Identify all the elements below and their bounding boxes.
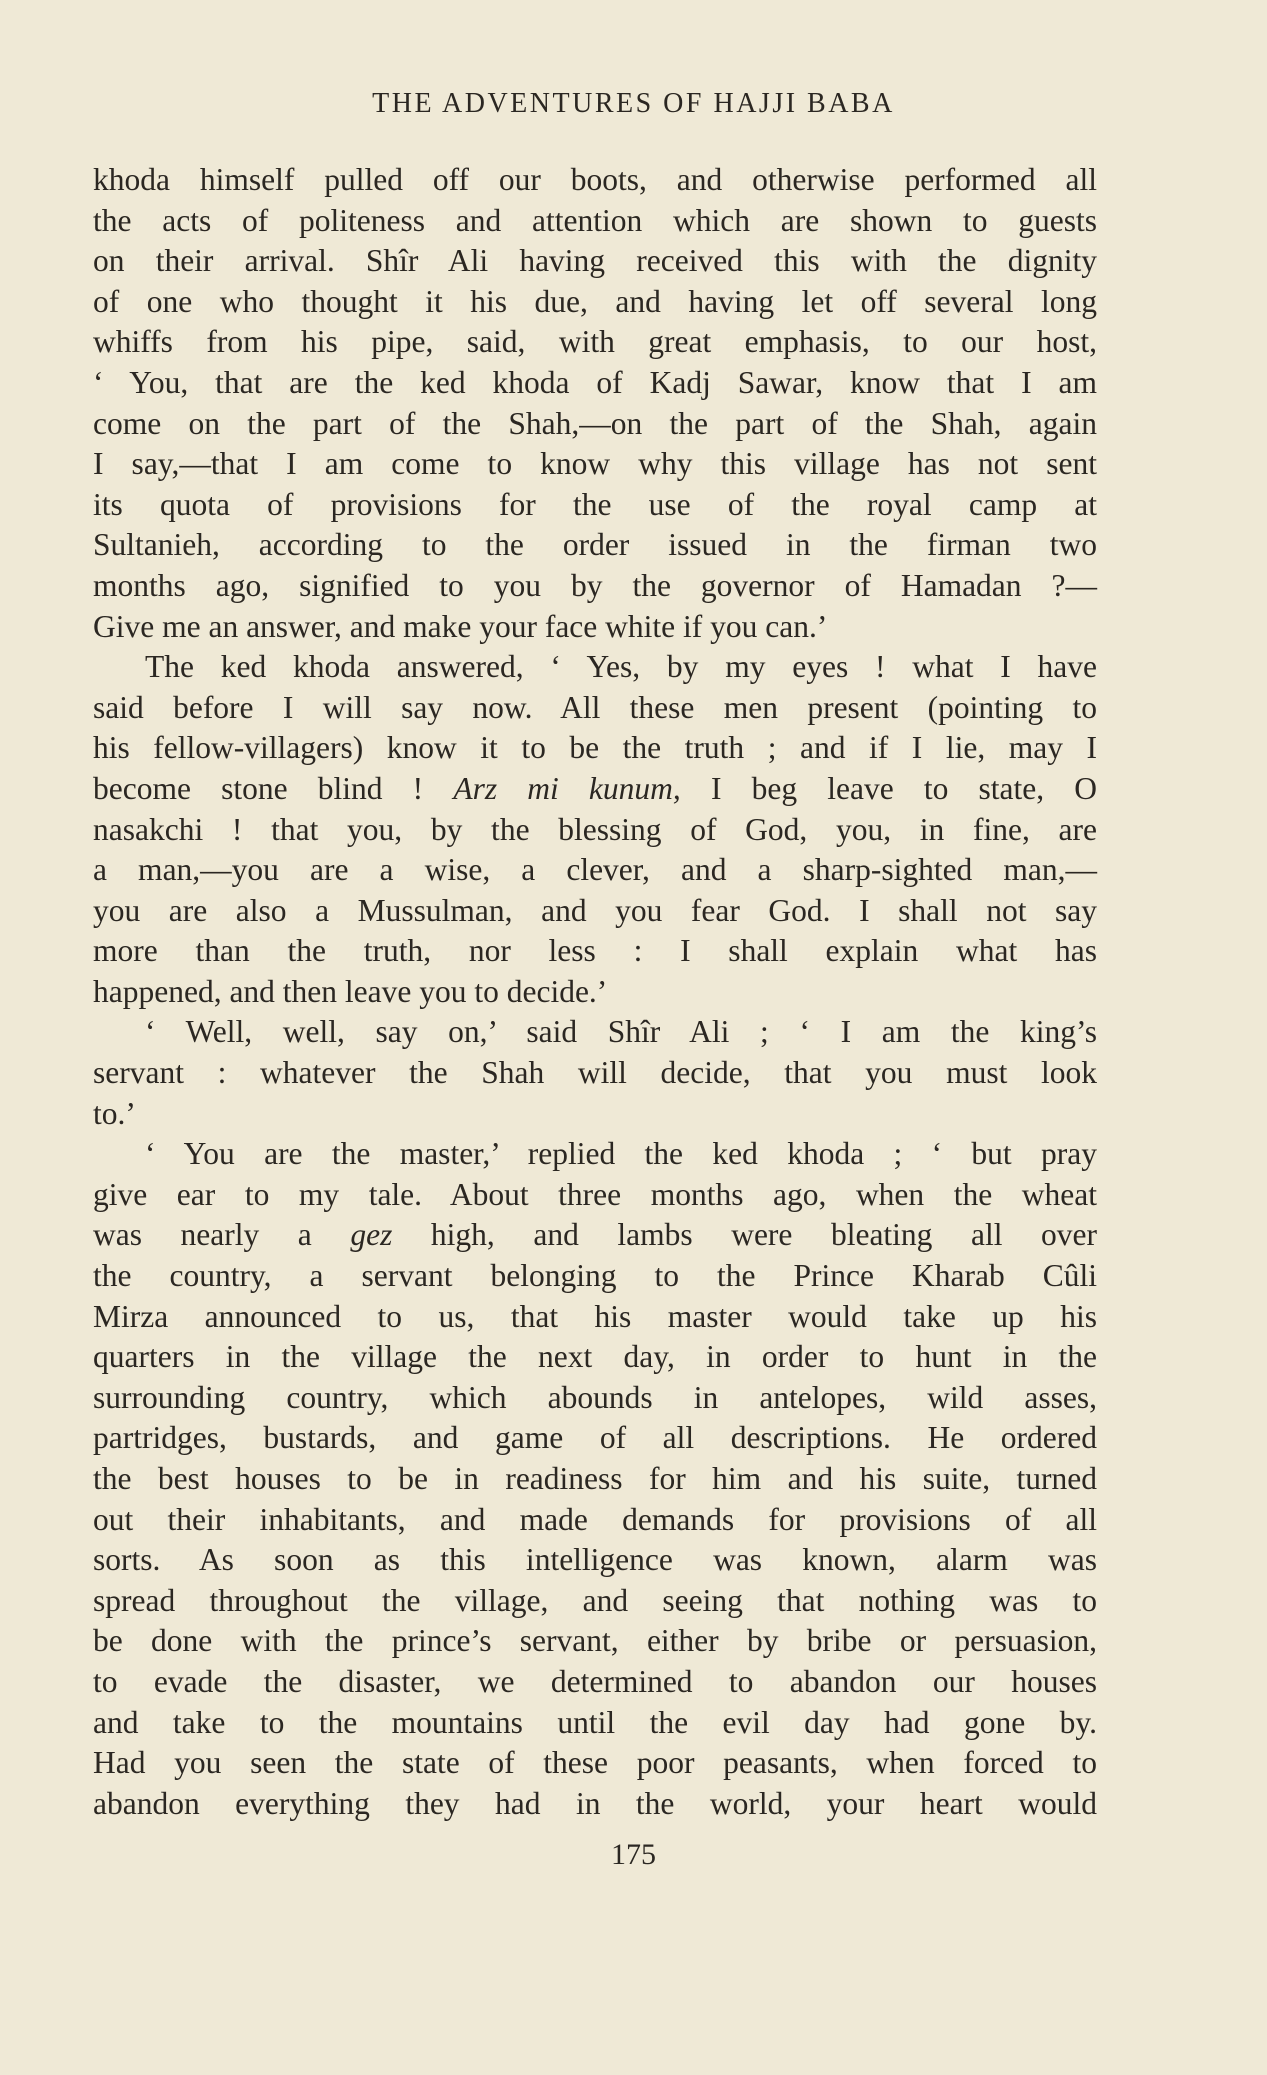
- text-line: of one who thought it his due, and having let off several long: [93, 283, 1097, 319]
- text-line: abandon everything they had in the world, your heart would: [93, 1785, 1097, 1821]
- text-line: give ear to my tale. About three months ago, when the wheat: [93, 1176, 1097, 1212]
- text-line: on their arrival. Shîr Ali having received this with the dignity: [93, 243, 1097, 279]
- text-line: said before I will say now. All these men present (pointing to: [93, 689, 1097, 725]
- text-line: more than the truth, nor less : I shall explain what has: [93, 933, 1097, 969]
- text-segment: high, and lambs were bleating all over: [430, 1217, 1097, 1253]
- text-line: Give me an answer, and make your face white if you can.’: [93, 608, 828, 644]
- text-line: The ked khoda answered, ‘ Yes, by my eyes ! what I have: [145, 649, 1097, 685]
- text-line: khoda himself pulled off our boots, and otherwise performed all: [93, 162, 1097, 197]
- text-line: ‘ You, that are the ked khoda of Kadj Sawar, know that I am: [93, 364, 1097, 400]
- text-line: the best houses to be in readiness for him and his suite, turned: [93, 1461, 1097, 1496]
- italic-word: gez: [350, 1217, 393, 1253]
- text-line: servant : whatever the Shah will decide, that you must look: [93, 1055, 1097, 1091]
- text-line: sorts. As soon as this intelligence was known, alarm was: [93, 1542, 1097, 1578]
- text-line: to.’: [93, 1095, 136, 1131]
- text-line: the country, a servant belonging to the Prince Kharab Cûli: [93, 1258, 1097, 1294]
- text-line: [93, 769, 1097, 810]
- text-line: I say,—that I am come to know why this village has not sent: [93, 446, 1097, 482]
- text-line: spread throughout the village, and seeing that nothing was to: [93, 1582, 1097, 1618]
- text-line: ‘ Well, well, say on,’ said Shîr Ali ; ‘ I am the king’s: [145, 1014, 1097, 1050]
- text-line: quarters in the village the next day, in order to hunt in the: [93, 1339, 1097, 1375]
- text-line: to evade the disaster, we determined to abandon our houses: [93, 1663, 1097, 1699]
- text-line: months ago, signified to you by the governor of Hamadan ?—: [93, 567, 1097, 603]
- text-segment: was nearly a: [93, 1217, 312, 1253]
- text-segment: I beg leave to state, O: [710, 770, 1098, 806]
- text-line: out their inhabitants, and made demands for provisions of all: [93, 1501, 1097, 1537]
- text-line: partridges, bustards, and game of all descriptions. He ordered: [93, 1420, 1097, 1456]
- text-line: [93, 1215, 1097, 1256]
- italic-phrase: Arz mi kunum,: [453, 770, 681, 806]
- text-line: nasakchi ! that you, by the blessing of God, you, in fine, are: [93, 811, 1097, 847]
- text-line: surrounding country, which abounds in antelopes, wild asses,: [93, 1379, 1097, 1415]
- text-line: its quota of provisions for the use of the royal camp at: [93, 486, 1097, 522]
- text-line: Mirza announced to us, that his master would take up his: [93, 1298, 1097, 1334]
- text-line: happened, and then leave you to decide.’: [93, 973, 608, 1009]
- text-line: and take to the mountains until the evil day had gone by.: [93, 1704, 1097, 1740]
- body-text: [93, 160, 1097, 1824]
- page-number: 175: [611, 1838, 656, 1871]
- text-line: a man,—you are a wise, a clever, and a sharp-sighted man,—: [93, 852, 1097, 888]
- text-line: his fellow-villagers) know it to be the truth ; and if I lie, may I: [93, 730, 1097, 766]
- text-segment: become stone blind !: [93, 770, 424, 806]
- text-line: you are also a Mussulman, and you fear God. I shall not say: [93, 892, 1097, 928]
- text-line: Had you seen the state of these poor peasants, when forced to: [93, 1745, 1097, 1781]
- text-line: Sultanieh, according to the order issued in the firman two: [93, 527, 1097, 563]
- running-head: THE ADVENTURES OF HAJJI BABA: [372, 88, 895, 119]
- text-line: the acts of politeness and attention which are shown to guests: [93, 202, 1097, 238]
- text-line: ‘ You are the master,’ replied the ked khoda ; ‘ but pray: [145, 1136, 1097, 1172]
- text-line: whiffs from his pipe, said, with great emphasis, to our host,: [93, 324, 1097, 360]
- text-line: be done with the prince’s servant, either by bribe or persuasion,: [93, 1623, 1097, 1659]
- text-line: come on the part of the Shah,—on the part of the Shah, again: [93, 405, 1097, 441]
